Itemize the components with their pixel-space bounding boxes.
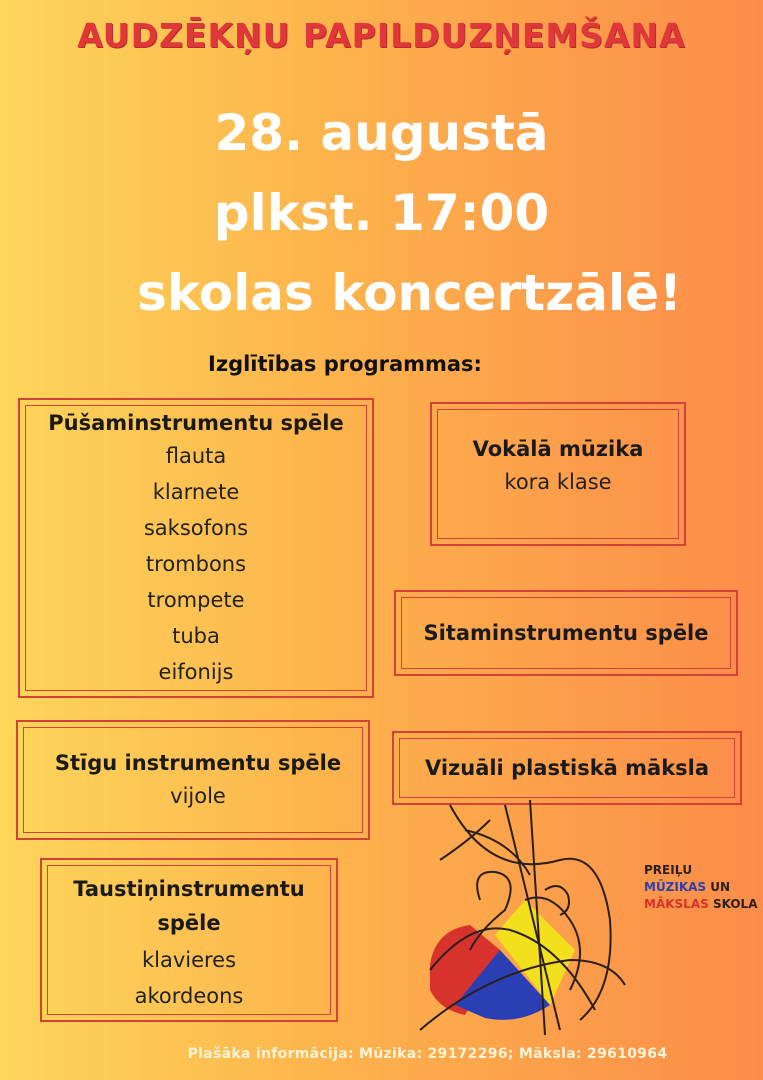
- program-title-vocal: Vokālā mūzika: [472, 437, 644, 461]
- program-box-keyboard: [40, 858, 338, 1022]
- list-item: vijole: [170, 784, 226, 808]
- program-title-keyboard-line2: spēle: [157, 911, 221, 935]
- logo-word-un: UN: [710, 880, 731, 894]
- list-item: klavieres: [141, 948, 237, 972]
- program-title-wind: Pūšaminstrumentu spēle: [48, 411, 344, 435]
- school-logo-text: [644, 862, 757, 913]
- list-item: tuba: [172, 624, 220, 648]
- programs-heading: Izglītības programmas:: [208, 352, 482, 376]
- program-box-percussion: [394, 590, 738, 676]
- school-logo-artwork: [410, 800, 650, 1040]
- logo-line-1: PREIĻU: [644, 863, 693, 877]
- list-item: klarnete: [152, 480, 240, 504]
- program-list-wind: [144, 438, 248, 690]
- program-title-strings: Stīgu instrumentu spēle: [54, 751, 342, 775]
- logo-word-muzikas: MŪZIKAS: [644, 880, 707, 894]
- program-box-strings: [16, 720, 370, 840]
- logo-line-3: [644, 896, 757, 913]
- program-title-keyboard-line1: Taustiņinstrumentu: [73, 877, 305, 901]
- program-title-percussion: Sitaminstrumentu spēle: [423, 621, 709, 645]
- list-item: trombons: [145, 552, 247, 576]
- list-item: eifonijs: [158, 660, 234, 684]
- list-item: akordeons: [134, 984, 244, 1008]
- poster-title: AUDZĒKŅU PAPILDUZŅEMŠANA: [77, 16, 686, 55]
- program-title-visual: Vizuāli plastiskā māksla: [424, 756, 710, 780]
- logo-line-2: [644, 879, 757, 896]
- list-item: trompete: [147, 588, 245, 612]
- program-box-vocal: [430, 402, 686, 546]
- contact-info: Plašāka informācija: Mūzika: 29172296; Māksla: 29610964: [187, 1046, 668, 1062]
- logo-word-skola: SKOLA: [712, 897, 758, 911]
- event-time: plkst. 17:00: [213, 184, 550, 242]
- list-item: flauta: [165, 444, 227, 468]
- program-box-visual: [392, 731, 742, 805]
- list-item: saksofons: [143, 516, 249, 540]
- logo-word-makslas: MĀKSLAS: [644, 897, 709, 911]
- list-item: kora klase: [504, 470, 612, 494]
- event-date: 28. augustā: [214, 104, 549, 162]
- event-place: skolas koncertzālē!: [137, 264, 682, 322]
- program-box-wind: [18, 398, 374, 698]
